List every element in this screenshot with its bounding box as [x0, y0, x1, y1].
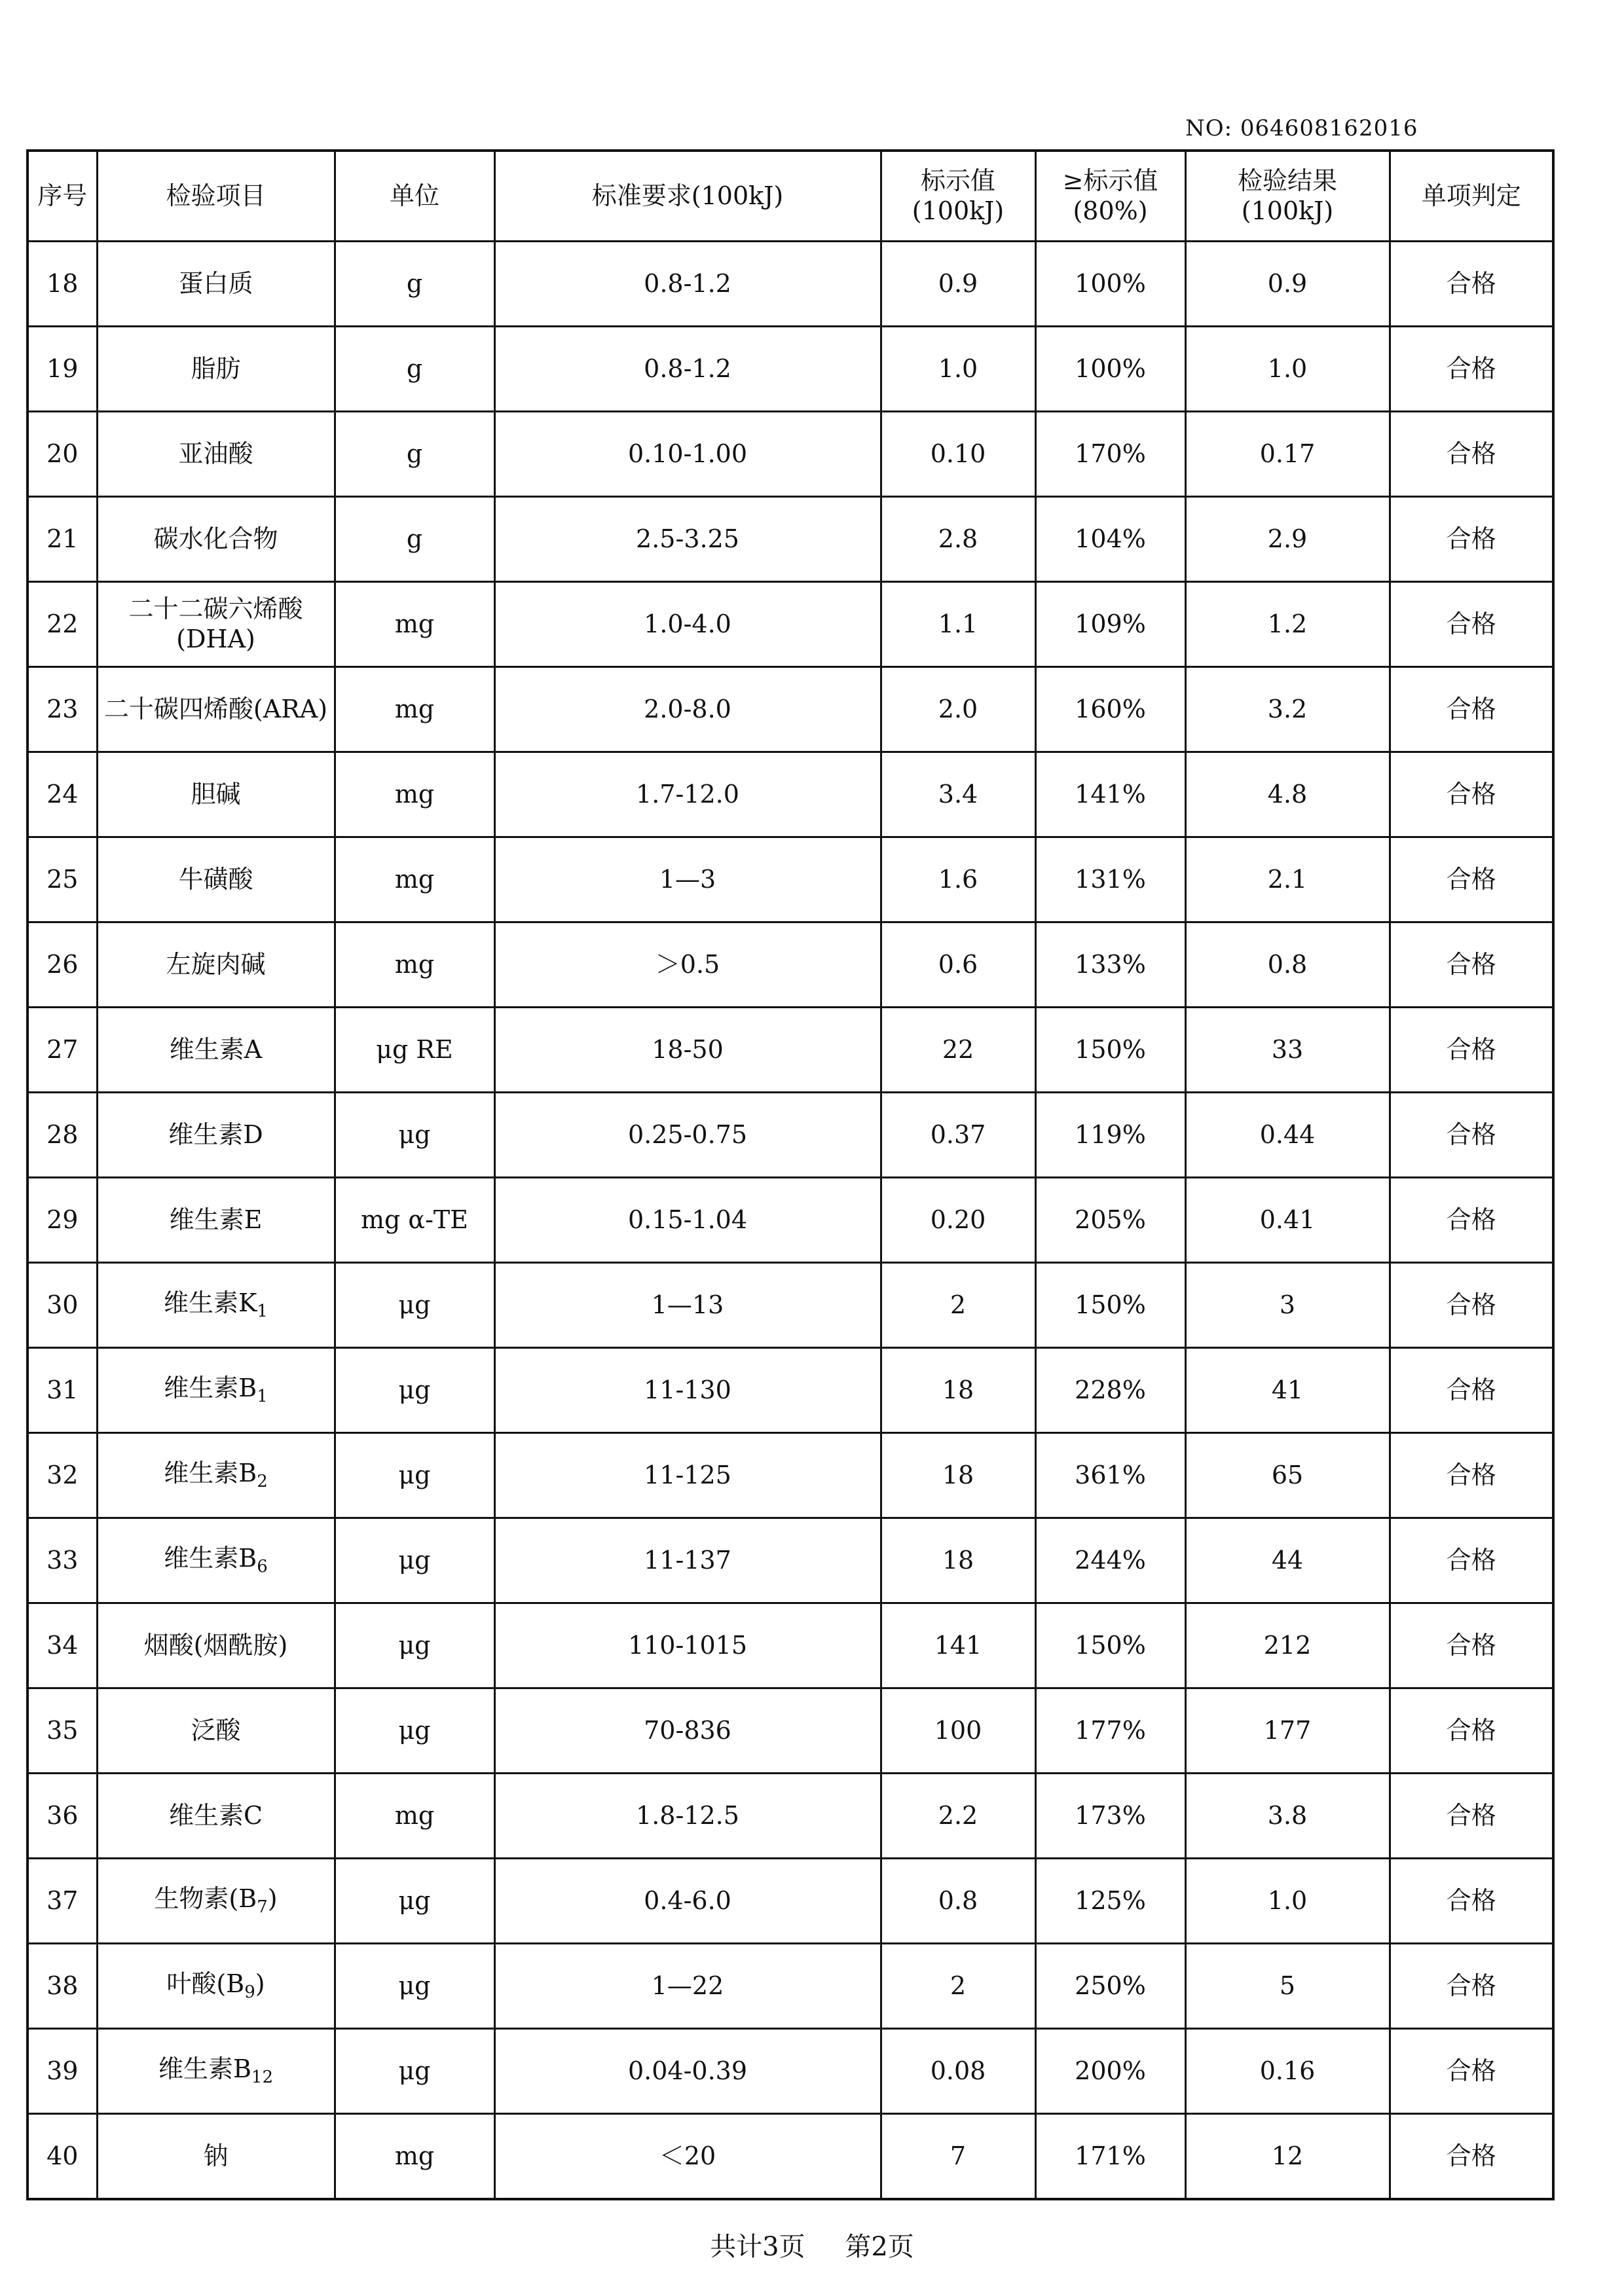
- cell-judgement: 合格: [1390, 1263, 1553, 1348]
- cell-standard: 0.25-0.75: [494, 1093, 881, 1178]
- cell-unit: g: [335, 327, 494, 412]
- cell-label-value: 1.0: [881, 327, 1035, 412]
- cell-label-value: 2: [881, 1944, 1035, 2029]
- cell-label-value: 2.8: [881, 497, 1035, 582]
- table-row: [28, 752, 1553, 837]
- cell-unit: μg: [335, 1263, 494, 1348]
- cell-judgement: 合格: [1390, 837, 1553, 922]
- table-row: [28, 2029, 1553, 2114]
- item-subscript: 1: [257, 1386, 268, 1406]
- item-name: 脂肪: [191, 354, 241, 383]
- cell-unit: μg: [335, 1518, 494, 1603]
- item-suffix: ): [255, 1969, 265, 1998]
- cell-item: [97, 1348, 335, 1433]
- item-name: 牛磺酸: [178, 864, 253, 894]
- cell-judgement: 合格: [1390, 497, 1553, 582]
- cell-seq: 39: [28, 2029, 97, 2114]
- cell-item: [97, 1178, 335, 1263]
- cell-pct: 141%: [1035, 752, 1185, 837]
- cell-item: [97, 1688, 335, 1774]
- table-row: [28, 412, 1553, 497]
- table-row: [28, 667, 1553, 752]
- cell-unit: mg: [335, 752, 494, 837]
- item-suffix: ): [267, 1884, 278, 1913]
- cell-seq: 34: [28, 1603, 97, 1688]
- cell-item: [97, 582, 335, 667]
- cell-seq: 32: [28, 1433, 97, 1518]
- header-result: 检验结果 (100kJ): [1185, 151, 1390, 242]
- cell-label-value: 2: [881, 1263, 1035, 1348]
- cell-result: 3.2: [1185, 667, 1390, 752]
- cell-unit: μg: [335, 1859, 494, 1944]
- total-pages: 共计3页: [710, 2232, 805, 2262]
- table-row: [28, 1348, 1553, 1433]
- item-name: 维生素B: [164, 1543, 257, 1573]
- item-subscript: 6: [257, 1556, 268, 1576]
- cell-pct: 119%: [1035, 1093, 1185, 1178]
- cell-standard: 0.8-1.2: [494, 242, 881, 327]
- cell-unit: μg: [335, 1944, 494, 2029]
- cell-seq: 33: [28, 1518, 97, 1603]
- cell-unit: mg: [335, 2114, 494, 2200]
- cell-item: [97, 1518, 335, 1603]
- cell-unit: μg: [335, 1093, 494, 1178]
- item-name: 蛋白质: [178, 268, 253, 298]
- item-subscript: 12: [251, 2067, 274, 2087]
- cell-seq: 28: [28, 1093, 97, 1178]
- item-name: 烟酸(烟酰胺): [143, 1630, 288, 1660]
- cell-result: 0.17: [1185, 412, 1390, 497]
- cell-standard: 0.15-1.04: [494, 1178, 881, 1263]
- cell-judgement: 合格: [1390, 1008, 1553, 1093]
- cell-seq: 36: [28, 1774, 97, 1859]
- cell-result: 177: [1185, 1688, 1390, 1774]
- cell-unit: mg α-TE: [335, 1178, 494, 1263]
- cell-item: [97, 412, 335, 497]
- item-name: 碳水化合物: [153, 524, 278, 553]
- cell-seq: 29: [28, 1178, 97, 1263]
- cell-result: 0.16: [1185, 2029, 1390, 2114]
- cell-seq: 26: [28, 922, 97, 1008]
- cell-label-value: 0.08: [881, 2029, 1035, 2114]
- cell-label-value: 0.37: [881, 1093, 1035, 1178]
- cell-result: 0.9: [1185, 242, 1390, 327]
- cell-pct: 109%: [1035, 582, 1185, 667]
- cell-result: 5: [1185, 1944, 1390, 2029]
- cell-standard: ＜20: [494, 2114, 881, 2200]
- table-row: [28, 922, 1553, 1008]
- cell-judgement: 合格: [1390, 1774, 1553, 1859]
- header-item: 检验项目: [97, 151, 335, 242]
- cell-result: 212: [1185, 1603, 1390, 1688]
- cell-label-value: 0.8: [881, 1859, 1035, 1944]
- item-name: 胆碱: [191, 779, 241, 809]
- cell-pct: 133%: [1035, 922, 1185, 1008]
- cell-pct: 150%: [1035, 1263, 1185, 1348]
- cell-pct: 173%: [1035, 1774, 1185, 1859]
- item-name: 生物素(B: [154, 1884, 257, 1913]
- cell-label-value: 100: [881, 1688, 1035, 1774]
- table-row: [28, 582, 1553, 667]
- cell-pct: 177%: [1035, 1688, 1185, 1774]
- cell-unit: mg: [335, 582, 494, 667]
- cell-judgement: 合格: [1390, 1603, 1553, 1688]
- cell-standard: 1.7-12.0: [494, 752, 881, 837]
- cell-label-value: 1.1: [881, 582, 1035, 667]
- item-subscript: 7: [257, 1897, 268, 1917]
- cell-standard: 2.5-3.25: [494, 497, 881, 582]
- cell-judgement: 合格: [1390, 1944, 1553, 2029]
- item-subscript: 9: [244, 1982, 255, 2002]
- cell-seq: 40: [28, 2114, 97, 2200]
- cell-result: 4.8: [1185, 752, 1390, 837]
- header-unit: 单位: [335, 151, 494, 242]
- cell-pct: 100%: [1035, 242, 1185, 327]
- cell-unit: mg: [335, 922, 494, 1008]
- item-name: 二十碳四烯酸(ARA): [103, 694, 328, 723]
- cell-item: [97, 837, 335, 922]
- table-body: [28, 242, 1553, 2200]
- item-name: 亚油酸: [178, 439, 253, 468]
- cell-pct: 361%: [1035, 1433, 1185, 1518]
- cell-label-value: 2.0: [881, 667, 1035, 752]
- cell-item: [97, 2029, 335, 2114]
- cell-result: 1.0: [1185, 1859, 1390, 1944]
- cell-result: 33: [1185, 1008, 1390, 1093]
- cell-pct: 131%: [1035, 837, 1185, 922]
- cell-result: 3: [1185, 1263, 1390, 1348]
- item-name: 叶酸(B: [166, 1969, 245, 1998]
- cell-standard: 1.8-12.5: [494, 1774, 881, 1859]
- cell-standard: 1.0-4.0: [494, 582, 881, 667]
- table-row: [28, 327, 1553, 412]
- cell-judgement: 合格: [1390, 667, 1553, 752]
- cell-pct: 160%: [1035, 667, 1185, 752]
- cell-label-value: 0.20: [881, 1178, 1035, 1263]
- cell-unit: g: [335, 497, 494, 582]
- cell-unit: μg: [335, 1433, 494, 1518]
- cell-standard: 1—22: [494, 1944, 881, 2029]
- cell-label-value: 18: [881, 1518, 1035, 1603]
- cell-pct: 104%: [1035, 497, 1185, 582]
- table-row: [28, 1178, 1553, 1263]
- cell-seq: 38: [28, 1944, 97, 2029]
- cell-judgement: 合格: [1390, 2114, 1553, 2200]
- cell-unit: g: [335, 242, 494, 327]
- cell-result: 12: [1185, 2114, 1390, 2200]
- cell-result: 1.2: [1185, 582, 1390, 667]
- cell-pct: 200%: [1035, 2029, 1185, 2114]
- cell-label-value: 18: [881, 1348, 1035, 1433]
- cell-unit: μg: [335, 1348, 494, 1433]
- cell-seq: 20: [28, 412, 97, 497]
- header-percent: ≥标示值 (80%): [1035, 151, 1185, 242]
- inspection-results-table: [26, 149, 1555, 2200]
- cell-seq: 30: [28, 1263, 97, 1348]
- item-name: 维生素B: [164, 1458, 257, 1487]
- cell-pct: 171%: [1035, 2114, 1185, 2200]
- cell-pct: 250%: [1035, 1944, 1185, 2029]
- cell-standard: 11-125: [494, 1433, 881, 1518]
- cell-result: 3.8: [1185, 1774, 1390, 1859]
- cell-judgement: 合格: [1390, 752, 1553, 837]
- table-header-row: [28, 151, 1553, 242]
- cell-label-value: 0.6: [881, 922, 1035, 1008]
- cell-seq: 27: [28, 1008, 97, 1093]
- cell-standard: 0.04-0.39: [494, 2029, 881, 2114]
- cell-item: [97, 1859, 335, 1944]
- cell-judgement: 合格: [1390, 1859, 1553, 1944]
- cell-label-value: 0.9: [881, 242, 1035, 327]
- cell-item: [97, 1008, 335, 1093]
- cell-item: [97, 242, 335, 327]
- cell-item: [97, 2114, 335, 2200]
- cell-standard: ＞0.5: [494, 922, 881, 1008]
- cell-item: [97, 1433, 335, 1518]
- cell-standard: 1—13: [494, 1263, 881, 1348]
- cell-standard: 70-836: [494, 1688, 881, 1774]
- table-row: [28, 1688, 1553, 1774]
- cell-unit: μg: [335, 1688, 494, 1774]
- cell-item: [97, 327, 335, 412]
- table-row: [28, 1008, 1553, 1093]
- cell-result: 0.41: [1185, 1178, 1390, 1263]
- cell-judgement: 合格: [1390, 1178, 1553, 1263]
- cell-item: [97, 752, 335, 837]
- cell-pct: 170%: [1035, 412, 1185, 497]
- cell-pct: 100%: [1035, 327, 1185, 412]
- cell-result: 1.0: [1185, 327, 1390, 412]
- table-row: [28, 1093, 1553, 1178]
- cell-judgement: 合格: [1390, 327, 1553, 412]
- item-name: 维生素D: [168, 1120, 263, 1149]
- item-name: 泛酸: [191, 1715, 241, 1745]
- cell-item: [97, 667, 335, 752]
- cell-judgement: 合格: [1390, 412, 1553, 497]
- table-row: [28, 1859, 1553, 1944]
- cell-pct: 205%: [1035, 1178, 1185, 1263]
- table-row: [28, 1263, 1553, 1348]
- cell-label-value: 7: [881, 2114, 1035, 2200]
- cell-standard: 1—3: [494, 837, 881, 922]
- cell-unit: μg: [335, 1603, 494, 1688]
- cell-item: [97, 1603, 335, 1688]
- cell-judgement: 合格: [1390, 1518, 1553, 1603]
- cell-result: 65: [1185, 1433, 1390, 1518]
- header-seq: 序号: [28, 151, 97, 242]
- cell-seq: 37: [28, 1859, 97, 1944]
- item-name: 二十二碳六烯酸 (DHA): [128, 594, 303, 653]
- item-name: 维生素B: [158, 2054, 251, 2083]
- table-row: [28, 242, 1553, 327]
- table-row: [28, 837, 1553, 922]
- cell-pct: 244%: [1035, 1518, 1185, 1603]
- table-row: [28, 1433, 1553, 1518]
- cell-item: [97, 1093, 335, 1178]
- cell-label-value: 3.4: [881, 752, 1035, 837]
- cell-judgement: 合格: [1390, 1433, 1553, 1518]
- cell-unit: g: [335, 412, 494, 497]
- cell-standard: 0.8-1.2: [494, 327, 881, 412]
- cell-seq: 25: [28, 837, 97, 922]
- cell-item: [97, 497, 335, 582]
- cell-result: 44: [1185, 1518, 1390, 1603]
- header-label-value: 标示值 (100kJ): [881, 151, 1035, 242]
- cell-judgement: 合格: [1390, 582, 1553, 667]
- cell-result: 0.44: [1185, 1093, 1390, 1178]
- cell-standard: 11-137: [494, 1518, 881, 1603]
- cell-standard: 0.4-6.0: [494, 1859, 881, 1944]
- cell-seq: 18: [28, 242, 97, 327]
- item-name: 维生素A: [169, 1034, 263, 1064]
- item-name: 维生素E: [169, 1205, 263, 1234]
- cell-judgement: 合格: [1390, 922, 1553, 1008]
- item-subscript: 1: [257, 1301, 268, 1321]
- report-number: NO: 064608162016: [1185, 115, 1418, 141]
- cell-pct: 228%: [1035, 1348, 1185, 1433]
- cell-label-value: 18: [881, 1433, 1035, 1518]
- header-standard: 标准要求(100kJ): [494, 151, 881, 242]
- cell-label-value: 22: [881, 1008, 1035, 1093]
- cell-judgement: 合格: [1390, 2029, 1553, 2114]
- cell-item: [97, 1944, 335, 2029]
- cell-seq: 31: [28, 1348, 97, 1433]
- table-row: [28, 2114, 1553, 2200]
- cell-unit: μg RE: [335, 1008, 494, 1093]
- cell-judgement: 合格: [1390, 242, 1553, 327]
- cell-label-value: 141: [881, 1603, 1035, 1688]
- table-row: [28, 1603, 1553, 1688]
- cell-label-value: 2.2: [881, 1774, 1035, 1859]
- cell-seq: 35: [28, 1688, 97, 1774]
- cell-standard: 110-1015: [494, 1603, 881, 1688]
- item-name: 钠: [203, 2141, 229, 2170]
- item-subscript: 2: [257, 1471, 268, 1491]
- cell-standard: 11-130: [494, 1348, 881, 1433]
- cell-standard: 0.10-1.00: [494, 412, 881, 497]
- cell-unit: μg: [335, 2029, 494, 2114]
- item-name: 左旋肉碱: [166, 949, 266, 979]
- item-name: 维生素B: [164, 1373, 257, 1402]
- cell-pct: 150%: [1035, 1008, 1185, 1093]
- cell-seq: 22: [28, 582, 97, 667]
- cell-judgement: 合格: [1390, 1093, 1553, 1178]
- cell-pct: 150%: [1035, 1603, 1185, 1688]
- cell-seq: 23: [28, 667, 97, 752]
- cell-seq: 24: [28, 752, 97, 837]
- cell-result: 41: [1185, 1348, 1390, 1433]
- cell-standard: 18-50: [494, 1008, 881, 1093]
- cell-label-value: 0.10: [881, 412, 1035, 497]
- cell-unit: mg: [335, 1774, 494, 1859]
- cell-judgement: 合格: [1390, 1348, 1553, 1433]
- cell-judgement: 合格: [1390, 1688, 1553, 1774]
- cell-result: 2.1: [1185, 837, 1390, 922]
- cell-seq: 21: [28, 497, 97, 582]
- cell-pct: 125%: [1035, 1859, 1185, 1944]
- table-row: [28, 497, 1553, 582]
- cell-unit: mg: [335, 837, 494, 922]
- table-row: [28, 1774, 1553, 1859]
- cell-item: [97, 1774, 335, 1859]
- item-name: 维生素K: [164, 1288, 257, 1317]
- table-row: [28, 1944, 1553, 2029]
- current-page: 第2页: [845, 2232, 914, 2262]
- cell-seq: 19: [28, 327, 97, 412]
- header-judgement: 单项判定: [1390, 151, 1553, 242]
- item-name: 维生素C: [168, 1800, 263, 1830]
- page-footer: [0, 2226, 1624, 2263]
- cell-result: 2.9: [1185, 497, 1390, 582]
- cell-unit: mg: [335, 667, 494, 752]
- table-row: [28, 1518, 1553, 1603]
- cell-item: [97, 1263, 335, 1348]
- cell-item: [97, 922, 335, 1008]
- cell-standard: 2.0-8.0: [494, 667, 881, 752]
- cell-result: 0.8: [1185, 922, 1390, 1008]
- cell-label-value: 1.6: [881, 837, 1035, 922]
